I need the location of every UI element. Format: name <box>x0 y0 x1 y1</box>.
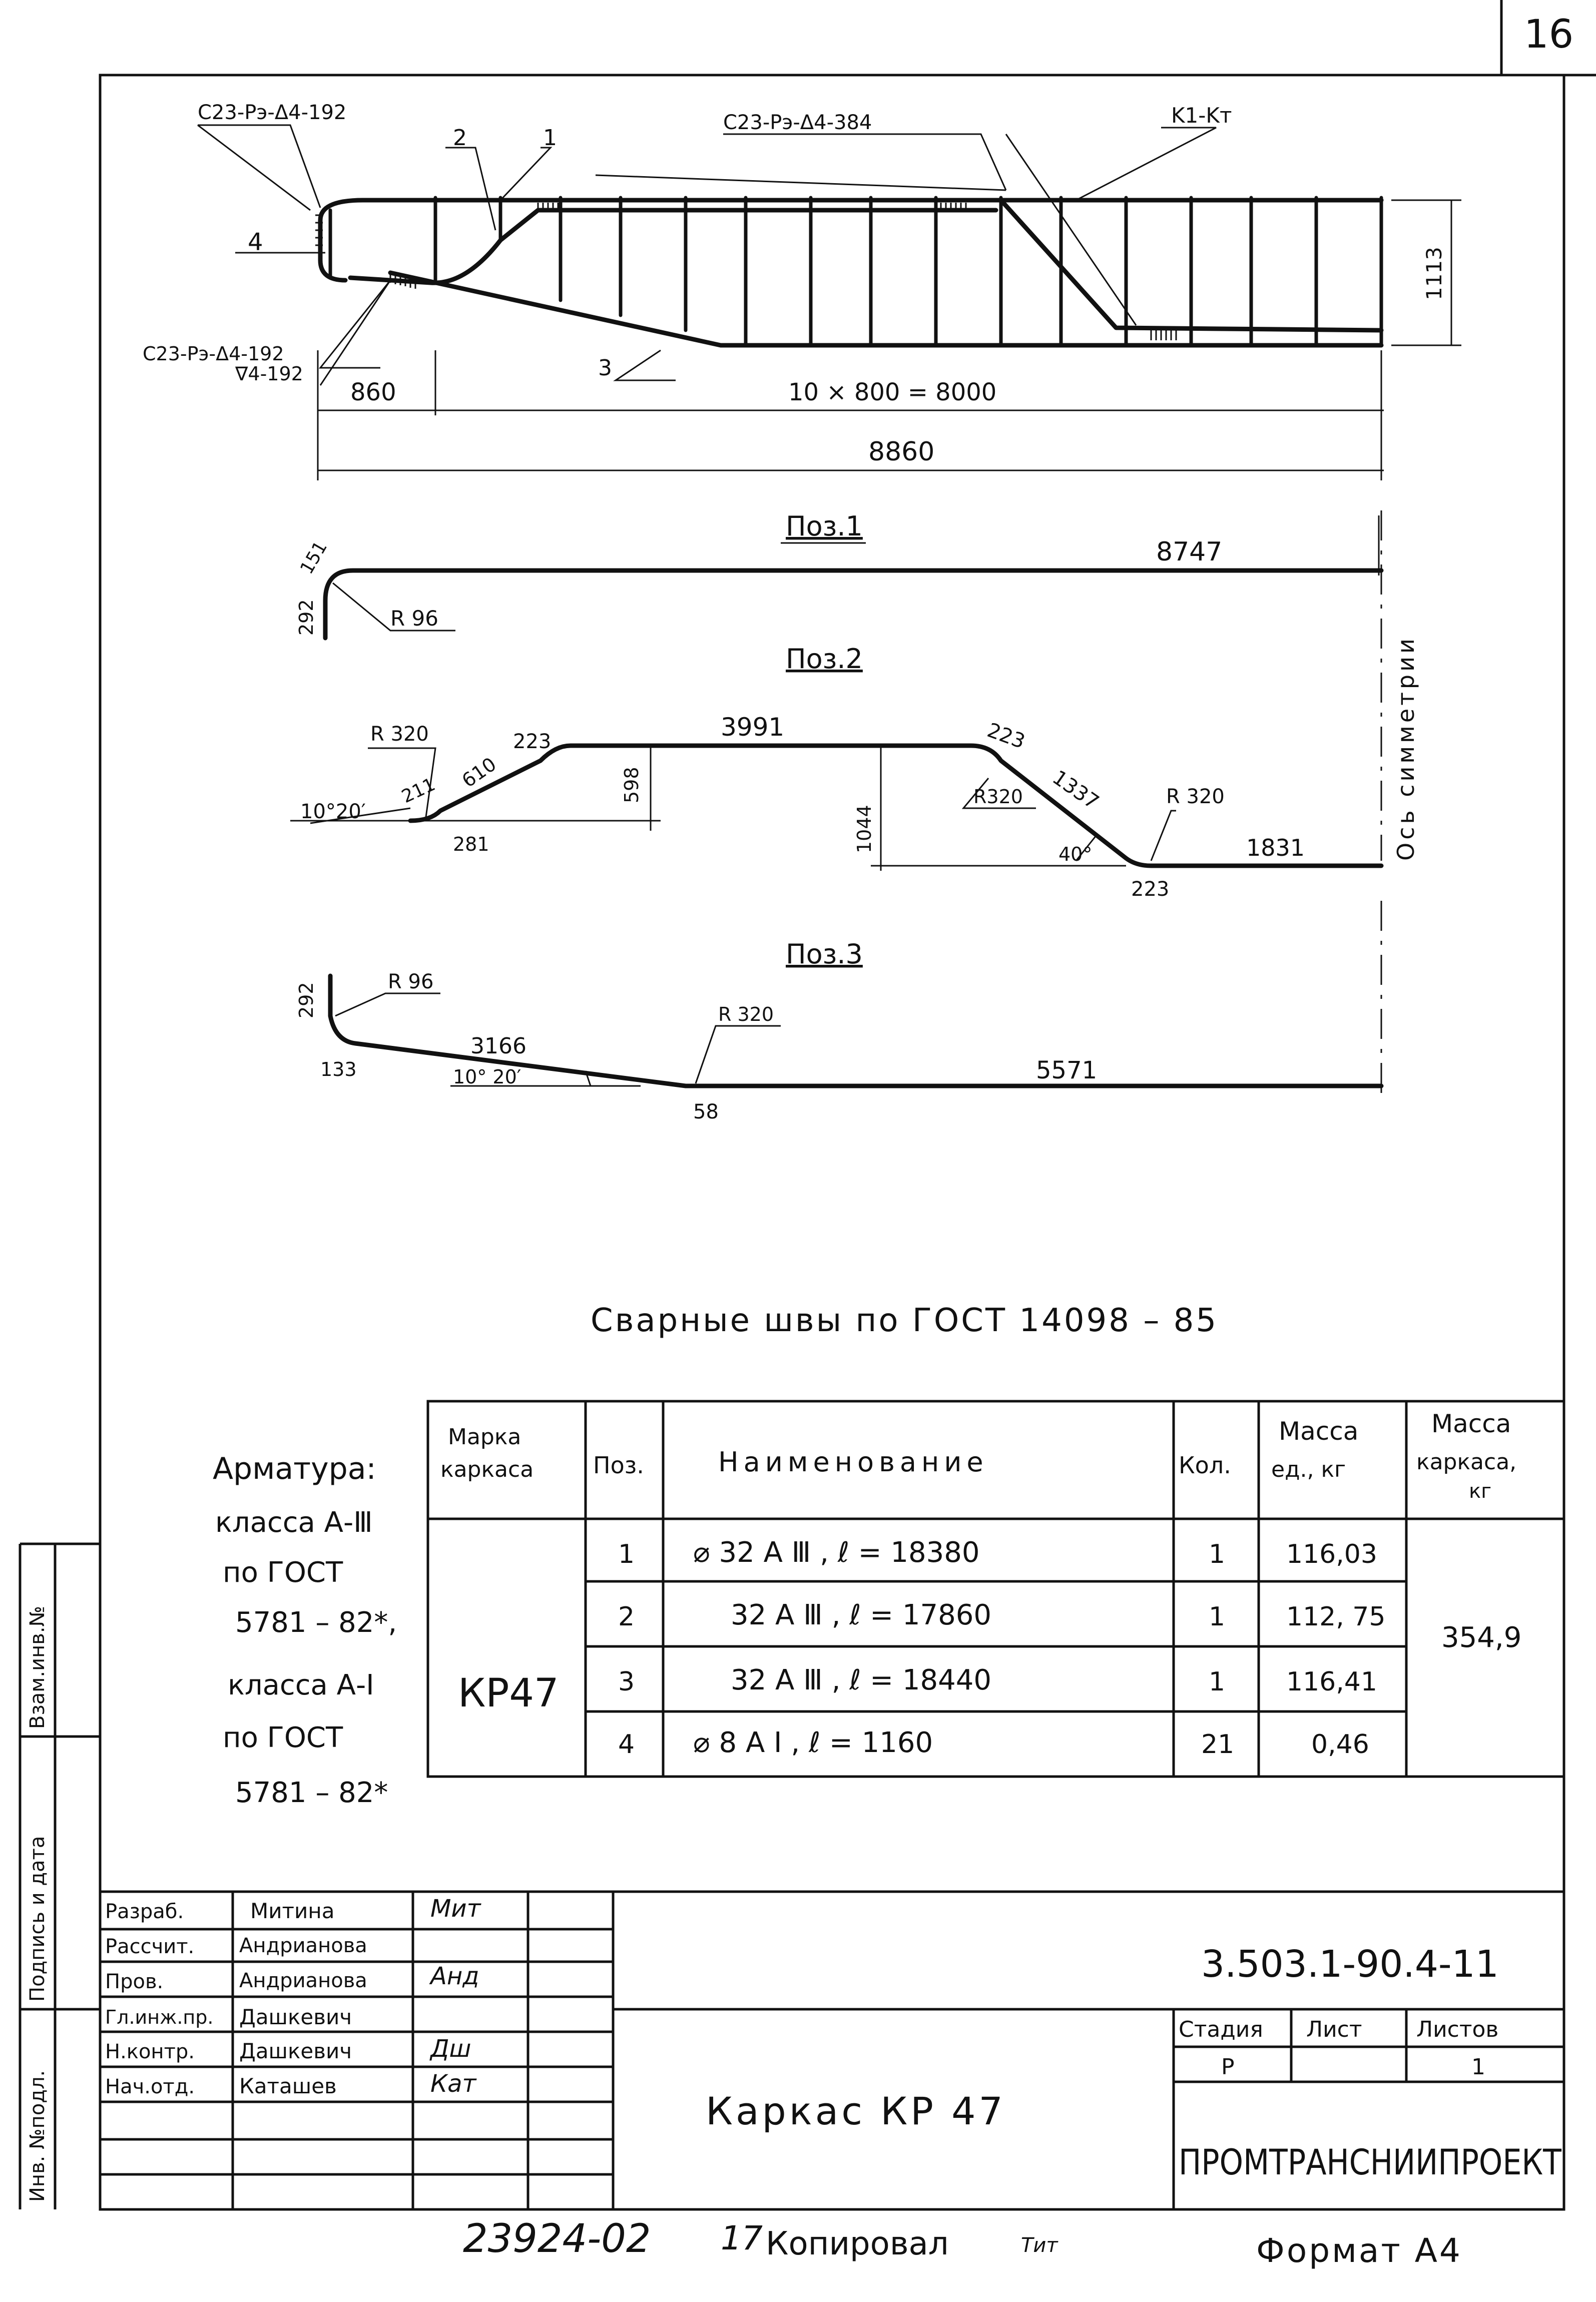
sign-4: Дш <box>430 2035 471 2063</box>
row3-qty: 1 <box>1209 1667 1226 1697</box>
pos-tag-3: 3 <box>598 355 612 381</box>
row4-qty: 21 <box>1201 1730 1235 1760</box>
pos1-length: 8747 <box>1156 537 1223 567</box>
frame-mass: 354,9 <box>1441 1621 1522 1654</box>
role-3: Гл.инж.пр. <box>105 2006 214 2028</box>
sign-2: Анд <box>430 1962 479 1990</box>
hdr-frame-mass-1: Масса <box>1431 1409 1511 1438</box>
weld-label-top-mid: C23-Pэ-Δ4-384 <box>723 111 872 134</box>
pos-tag-2: 2 <box>453 125 467 151</box>
row3-name: 32 А Ⅲ , ℓ = 18440 <box>731 1664 991 1696</box>
reinforcement-note-5: класса А-Ⅰ <box>228 1669 374 1701</box>
pos1-radius: R 96 <box>390 606 438 631</box>
page-number: 16 <box>1524 12 1574 57</box>
hdr-frame-mass-2: каркаса, <box>1416 1449 1517 1475</box>
kt-label: K1-Kт <box>1171 103 1232 128</box>
hdr-unit-mass-2: ед., кг <box>1271 1457 1346 1482</box>
sign-0: Мит <box>430 1895 481 1923</box>
pos2-d223-b: 223 <box>984 719 1028 754</box>
reinforcement-note-3: по ГОСТ <box>223 1556 343 1589</box>
pos2-d223-c: 223 <box>1131 878 1170 901</box>
row2-qty: 1 <box>1209 1602 1226 1632</box>
footer-format: Формат А4 <box>1256 2231 1462 2270</box>
pos1-leg-d: 151 <box>296 537 332 578</box>
pos2-d598: 598 <box>621 767 643 803</box>
symmetry-axis-label: Ось симметрии <box>1392 636 1419 861</box>
hdr-unit-mass-1: Масса <box>1279 1417 1359 1446</box>
weld-label-bottom: C23-Pэ-Δ4-192 <box>143 343 284 365</box>
pos3-leg-v: 292 <box>295 982 317 1018</box>
row2-pos: 2 <box>618 1602 635 1632</box>
bar-pos2 <box>350 200 1381 330</box>
pos2-d223-a: 223 <box>513 730 552 753</box>
role-2: Пров. <box>105 1970 164 1993</box>
pos3-angle: 10° 20′ <box>453 1066 521 1088</box>
name-2: Андрианова <box>239 1969 367 1992</box>
row3-pos: 3 <box>618 1667 635 1697</box>
pos1-shape <box>325 570 1381 638</box>
pos2-dims <box>290 746 1176 871</box>
pos3-d58: 58 <box>693 1100 719 1123</box>
row1-pos: 1 <box>618 1539 635 1569</box>
pos2-angle-left: 10°20′ <box>300 800 366 823</box>
doc-code: 3.503.1-90.4-11 <box>1201 1943 1499 1986</box>
row2-mass: 112, 75 <box>1286 1602 1386 1632</box>
sheet-label: Лист <box>1306 2017 1362 2042</box>
role-4: Н.контр. <box>105 2040 195 2063</box>
pos2-title: Поз.2 <box>786 643 863 675</box>
pos2-d1831: 1831 <box>1246 834 1305 861</box>
footer-number: 23924-02 <box>463 2216 651 2261</box>
hdr-frame-mass-3: кг <box>1469 1480 1492 1503</box>
name-0: Митина <box>250 1899 335 1923</box>
pos2-d610: 610 <box>457 753 500 792</box>
row4-name: ⌀ 8 А Ⅰ , ℓ = 1160 <box>693 1726 933 1759</box>
pos1-title: Поз.1 <box>786 510 863 542</box>
pos2-r320-left: R 320 <box>370 723 429 746</box>
side-stamp-replace: Взам.инв.№ <box>26 1605 49 1729</box>
weld-label-top-left: C23-Pэ-Δ4-192 <box>198 101 347 124</box>
name-3: Дашкевич <box>239 2005 352 2029</box>
reinforcement-note-7: 5781 – 82* <box>235 1777 388 1809</box>
stage-label: Стадия <box>1179 2017 1263 2042</box>
pos-tag-4: 4 <box>248 228 263 256</box>
stage-value: Р <box>1221 2054 1235 2080</box>
sheets-label: Листов <box>1416 2017 1499 2042</box>
sign-5: Кат <box>430 2070 476 2098</box>
weld-label-bottom-2: ∇4-192 <box>235 363 303 385</box>
row2-name: 32 А Ⅲ , ℓ = 17860 <box>731 1599 991 1631</box>
frame-elevation <box>320 198 1381 345</box>
pos2-d281: 281 <box>453 833 489 855</box>
row4-mass: 0,46 <box>1311 1730 1369 1760</box>
pos-tag-1: 1 <box>543 125 557 151</box>
pos3-title: Поз.3 <box>786 938 863 970</box>
pos3-r320: R 320 <box>718 1003 774 1025</box>
row3-mass: 116,41 <box>1286 1667 1377 1697</box>
name-1: Андрианова <box>239 1934 367 1957</box>
reinforcement-note-1: Арматура: <box>213 1451 376 1486</box>
hdr-qty: Кол. <box>1179 1452 1231 1479</box>
pos3-d5571: 5571 <box>1036 1056 1098 1084</box>
dim-total: 8860 <box>868 437 935 467</box>
hdr-pos: Поз. <box>593 1452 644 1479</box>
frame-mark: КР47 <box>458 1671 559 1716</box>
row4-pos: 4 <box>618 1730 635 1760</box>
footer-page: 17 <box>721 2219 763 2257</box>
dim-height: 1113 <box>1422 247 1446 300</box>
dimensions <box>318 200 1461 1101</box>
bar-pos3 <box>390 273 1381 345</box>
footer-copied-sign: Тит <box>1021 2234 1058 2257</box>
pos3-d3166: 3166 <box>470 1033 526 1059</box>
dim-860: 860 <box>350 378 396 406</box>
reinforcement-note-4: 5781 – 82*, <box>235 1606 397 1639</box>
hdr-name: Наименование <box>718 1446 988 1478</box>
pos2-d3991: 3991 <box>721 713 785 742</box>
pos2-shape <box>410 746 1381 866</box>
reinforcement-note-2: класса А-Ⅲ <box>215 1506 373 1539</box>
row1-name: ⌀ 32 А Ⅲ , ℓ = 18380 <box>693 1536 980 1569</box>
hdr-mark-2: каркаса <box>440 1457 534 1482</box>
weld-note: Сварные швы по ГОСТ 14098 – 85 <box>591 1302 1219 1339</box>
role-5: Нач.отд. <box>105 2075 195 2098</box>
role-1: Рассчит. <box>105 1935 195 1958</box>
dim-span: 10 × 800 = 8000 <box>788 378 997 406</box>
pos3-d133: 133 <box>320 1058 357 1080</box>
footer-copied: Копировал <box>766 2225 949 2262</box>
reinforcement-note-6: по ГОСТ <box>223 1721 343 1754</box>
pos1-leg-v: 292 <box>295 599 317 636</box>
drawing-title: Каркас КР 47 <box>706 2089 1006 2133</box>
row1-mass: 116,03 <box>1286 1539 1377 1569</box>
sheets-value: 1 <box>1471 2054 1485 2080</box>
role-0: Разраб. <box>105 1900 184 1923</box>
pos2-d1044: 1044 <box>853 805 875 853</box>
row1-qty: 1 <box>1209 1539 1226 1569</box>
pos2-d211: 211 <box>398 774 439 808</box>
side-stamp-sign: Подпись и дата <box>26 1836 49 2002</box>
pos2-angle-right: 40° <box>1058 843 1093 865</box>
organization: ПРОМТРАНСНИИПРОЕКТ <box>1179 2142 1562 2183</box>
side-stamp-inv: Инв. №подл. <box>26 2070 49 2202</box>
pos2-r320-mid: R320 <box>973 786 1023 808</box>
name-5: Каташев <box>239 2074 337 2098</box>
pos2-r320-right: R 320 <box>1166 785 1225 808</box>
stirrups-pos4 <box>330 198 1381 345</box>
pos2-d1337: 1337 <box>1048 766 1104 814</box>
pos3-dims <box>335 993 781 1086</box>
pos3-radius: R 96 <box>388 970 434 993</box>
hdr-mark-1: Марка <box>448 1424 521 1450</box>
name-4: Дашкевич <box>239 2039 352 2063</box>
